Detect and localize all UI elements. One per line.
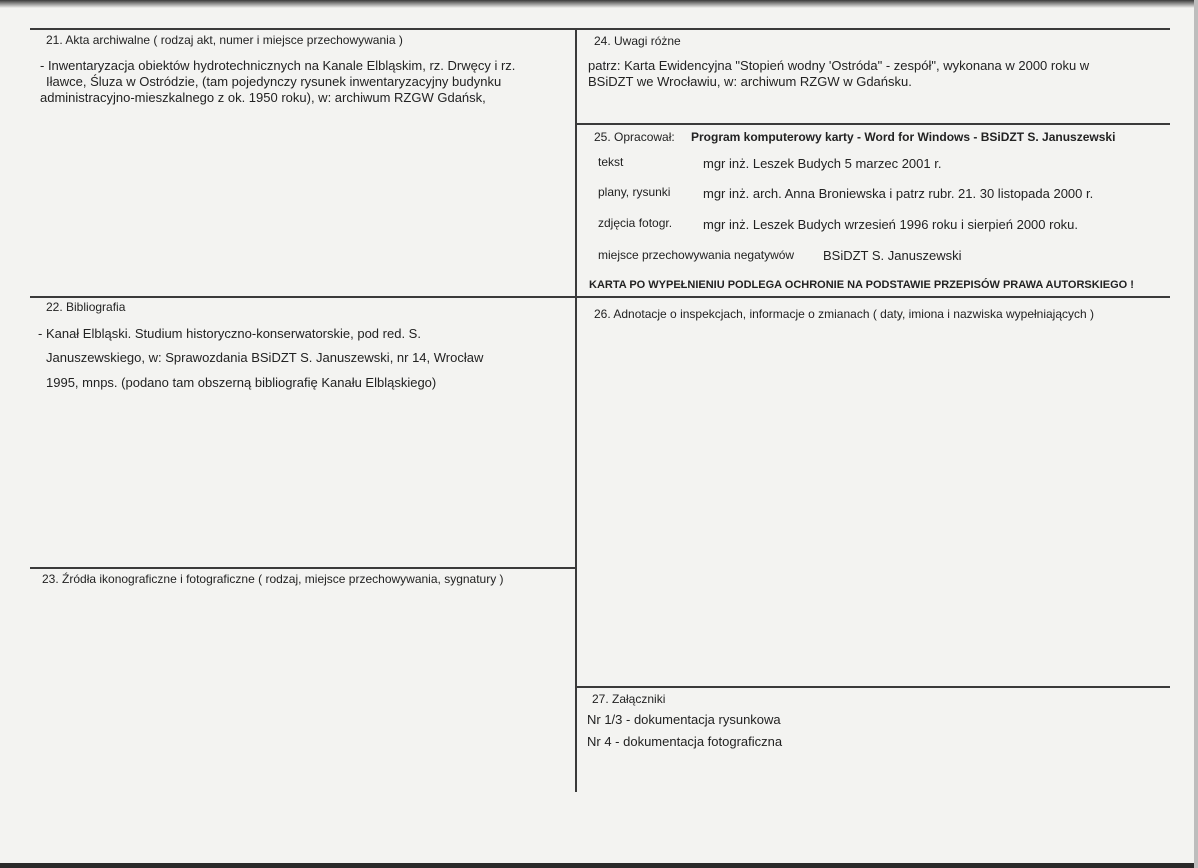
rule-24-25 xyxy=(576,123,1170,125)
section-23-heading: 23. Źródła ikonograficzne i fotograficzne ( rodzaj, miejsce przechowywania, sygnatury ) xyxy=(42,572,504,586)
section-22-heading: 22. Bibliografia xyxy=(46,300,126,314)
section-24-heading: 24. Uwagi różne xyxy=(594,34,681,48)
section-24-line-1: patrz: Karta Ewidencyjna "Stopień wodny 'Ostróda" - zespół", wykonana w 2000 roku w xyxy=(588,58,1090,73)
scan-bottom-edge xyxy=(0,863,1198,868)
center-divider xyxy=(575,28,577,792)
section-22-line-1: - Kanał Elbląski. Studium historyczno-konserwatorskie, pod red. S. xyxy=(38,326,421,341)
scan-right-edge xyxy=(1194,0,1198,868)
section-22-line-3: 1995, mnps. (podano tam obszerną bibliografię Kanału Elbląskiego) xyxy=(46,375,437,390)
field-zdjecia-value: mgr inż. Leszek Budych wrzesień 1996 roku i sierpień 2000 roku. xyxy=(703,217,1079,232)
copyright-notice: KARTA PO WYPEŁNIENIU PODLEGA OCHRONIE NA PODSTAWIE PRZEPISÓW PRAWA AUTORSKIEGO ! xyxy=(589,279,1134,291)
section-22-line-2: Januszewskiego, w: Sprawozdania BSiDZT S. Januszewski, nr 14, Wrocław xyxy=(46,350,484,365)
section-21-line-3: administracyjno-mieszkalnego z ok. 1950 roku), w: archiwum RZGW Gdańsk, xyxy=(40,90,486,105)
section-27-heading: 27. Załączniki xyxy=(592,692,666,706)
section-21-heading: 21. Akta archiwalne ( rodzaj akt, numer i miejsce przechowywania ) xyxy=(46,33,403,47)
field-negatywy-value: BSiDZT S. Januszewski xyxy=(823,248,962,263)
rule-26-27 xyxy=(576,686,1170,688)
rule-21-22 xyxy=(30,296,576,298)
field-plany-value: mgr inż. arch. Anna Broniewska i patrz rubr. 21. 30 listopada 2000 r. xyxy=(703,186,1094,201)
rule-25-26 xyxy=(576,296,1170,298)
section-21-line-1: - Inwentaryzacja obiektów hydrotechnicznych na Kanale Elbląskim, rz. Drwęcy i rz. xyxy=(40,58,516,73)
scan-top-edge xyxy=(0,0,1198,8)
field-zdjecia-label: zdjęcia fotogr. xyxy=(598,216,673,230)
section-25-program: Program komputerowy karty - Word for Windows - BSiDZT S. Januszewski xyxy=(691,130,1116,144)
field-negatywy-label: miejsce przechowywania negatywów xyxy=(598,248,795,262)
section-26-heading: 26. Adnotacje o inspekcjach, informacje o zmianach ( daty, imiona i nazwiska wypełniających ) xyxy=(594,307,1095,321)
field-tekst-value: mgr inż. Leszek Budych 5 marzec 2001 r. xyxy=(703,156,942,171)
field-plany-label: plany, rysunki xyxy=(598,185,671,199)
section-21-line-2: Iławce, Śluza w Ostródzie, (tam pojedynczy rysunek inwentaryzacyjny budynku xyxy=(46,74,502,89)
section-25-label: 25. Opracował: xyxy=(594,130,675,144)
top-rule xyxy=(30,28,1170,30)
rule-22-23 xyxy=(30,567,576,569)
section-24-line-2: BSiDZT we Wrocławiu, w: archiwum RZGW w Gdańsku. xyxy=(588,74,912,89)
section-27-line-2: Nr 4 - dokumentacja fotograficzna xyxy=(587,734,783,749)
section-27-line-1: Nr 1/3 - dokumentacja rysunkowa xyxy=(587,712,781,727)
field-tekst-label: tekst xyxy=(598,155,624,169)
